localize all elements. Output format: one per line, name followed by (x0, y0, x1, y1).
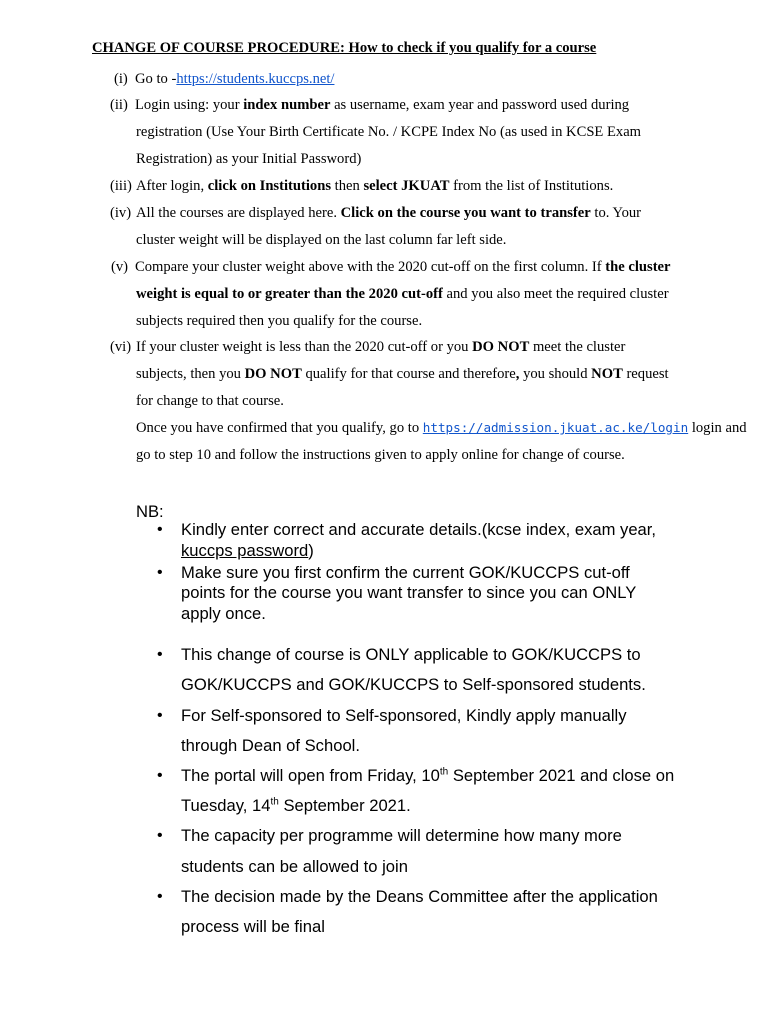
bold-text: NOT (591, 366, 623, 382)
nb-item-line (181, 563, 630, 583)
bullet-icon: • (157, 827, 163, 844)
text-segment: login and (688, 420, 747, 436)
bullet-icon: • (157, 707, 163, 724)
step-number: (iii) (110, 178, 132, 194)
text-segment: go to step 10 and follow the instructions given to apply online for change of course. (136, 447, 625, 463)
bullet-icon: • (157, 888, 163, 905)
text-segment: subjects required then you qualify for the course. (136, 313, 423, 329)
nb-label: NB: (136, 502, 164, 521)
nb-item-line (181, 706, 627, 726)
nb-item-line (181, 917, 325, 937)
ordinal-suffix: th (270, 796, 279, 808)
step-line (135, 97, 629, 114)
text-segment: registration (Use Your Birth Certificate No. / KCPE Index No (as used in KCSE Exam (136, 124, 642, 140)
bold-text: select JKUAT (363, 178, 450, 194)
text-segment: you should (523, 366, 592, 382)
text-segment: Tuesday, 14 (181, 796, 271, 815)
bullet-icon: • (157, 646, 163, 663)
step-line (136, 339, 625, 356)
text-segment: to. Your (590, 205, 642, 221)
text-segment: Kindly enter correct and accurate details.(kcse index, exam year, (181, 520, 656, 539)
ordinal-suffix: th (439, 766, 449, 778)
step-line (136, 313, 422, 330)
text-segment: For Self-sponsored to Self-sponsored, Kindly apply manually (181, 706, 627, 725)
bold-text: Click on the course you want to transfer (340, 205, 591, 221)
text-segment: apply once. (181, 604, 266, 623)
step-number: (ii) (110, 97, 128, 113)
text-segment: Login using: your (135, 97, 244, 113)
nb-item-line (181, 520, 656, 540)
nb-item-line (181, 857, 408, 877)
text-segment: process will be final (181, 917, 325, 936)
text-segment: ) (308, 541, 314, 560)
text-segment: September 2021 and close on (448, 766, 675, 785)
bold-text: the cluster (605, 259, 671, 275)
step-line (136, 178, 613, 195)
step-line (136, 232, 506, 249)
text-segment: as username, exam year and password used during (330, 97, 630, 113)
step-line (136, 205, 641, 222)
kuccps-portal-link[interactable]: https://students.kuccps.net/ (176, 71, 335, 87)
text-segment: After login, (136, 178, 208, 194)
bullet-icon: • (157, 564, 163, 581)
step-line (136, 151, 361, 168)
page-title: CHANGE OF COURSE PROCEDURE: How to check if you qualify for a course (92, 40, 597, 56)
text-segment: then (331, 178, 364, 194)
nb-item-line (181, 736, 360, 756)
text-segment: cluster weight will be displayed on the last column far left side. (136, 232, 507, 248)
nb-item-line (181, 645, 641, 665)
text-segment: Compare your cluster weight above with the 2020 cut-off on the first column. If (135, 259, 606, 275)
text-segment: The portal will open from Friday, 10 (181, 766, 440, 785)
text-segment: If your cluster weight is less than the 2020 cut-off or you (136, 339, 473, 355)
text-segment: students can be allowed to join (181, 857, 408, 876)
bullet-icon: • (157, 767, 163, 784)
text-segment: through Dean of School. (181, 736, 360, 755)
text-segment: Registration) as your Initial Password) (136, 151, 362, 167)
bold-text: , (515, 366, 524, 382)
text-segment: subjects, then you (136, 366, 245, 382)
step-line (136, 393, 284, 410)
text-segment: Make sure you first confirm the current GOK/KUCCPS cut-off (181, 563, 630, 582)
text-segment: from the list of Institutions. (449, 178, 614, 194)
nb-item-line (181, 796, 411, 816)
text-segment: All the courses are displayed here. (136, 205, 341, 221)
step-number: (iv) (110, 205, 132, 221)
text-segment: for change to that course. (136, 393, 284, 409)
step-line (136, 420, 747, 437)
text-segment: The decision made by the Deans Committee after the application (181, 887, 658, 906)
nb-item-line (181, 583, 636, 603)
nb-item-line (181, 766, 674, 786)
jkuat-admission-link[interactable]: https://admission.jkuat.ac.ke/login (422, 420, 689, 435)
bullet-icon: • (157, 521, 163, 538)
text-segment: GOK/KUCCPS and GOK/KUCCPS to Self-sponsored students. (181, 675, 646, 694)
nb-item-line (181, 887, 658, 907)
step-line (135, 259, 671, 276)
step-line (136, 447, 625, 464)
text-segment: The capacity per programme will determine how many more (181, 826, 622, 845)
text-segment: meet the cluster (529, 339, 626, 355)
bold-text: index number (243, 97, 331, 113)
text-segment: Once you have confirmed that you qualify, go to (136, 420, 423, 436)
step-line (135, 71, 334, 88)
bold-text: DO NOT (472, 339, 530, 355)
nb-item-line (181, 604, 266, 624)
underlined-text: kuccps password (181, 541, 309, 560)
step-line (136, 124, 641, 141)
bold-text: click on Institutions (207, 178, 332, 194)
text-segment: Go to - (135, 71, 177, 87)
bold-text: weight is equal to or greater than the 2020 cut-off (136, 286, 443, 302)
nb-item-line (181, 541, 314, 561)
text-segment: points for the course you want transfer to since you can ONLY (181, 583, 637, 602)
step-number: (i) (114, 71, 128, 87)
nb-item-line (181, 826, 622, 846)
step-number: (v) (111, 259, 129, 275)
text-segment: September 2021. (278, 796, 411, 815)
nb-item-line (181, 675, 646, 695)
step-line (136, 366, 669, 383)
step-number: (vi) (110, 339, 132, 355)
text-segment: request (622, 366, 669, 382)
text-segment: This change of course is ONLY applicable to GOK/KUCCPS to (181, 645, 641, 664)
text-segment: and you also meet the required cluster (442, 286, 669, 302)
bold-text: DO NOT (244, 366, 302, 382)
step-line (136, 286, 669, 303)
text-segment: qualify for that course and therefore (301, 366, 516, 382)
